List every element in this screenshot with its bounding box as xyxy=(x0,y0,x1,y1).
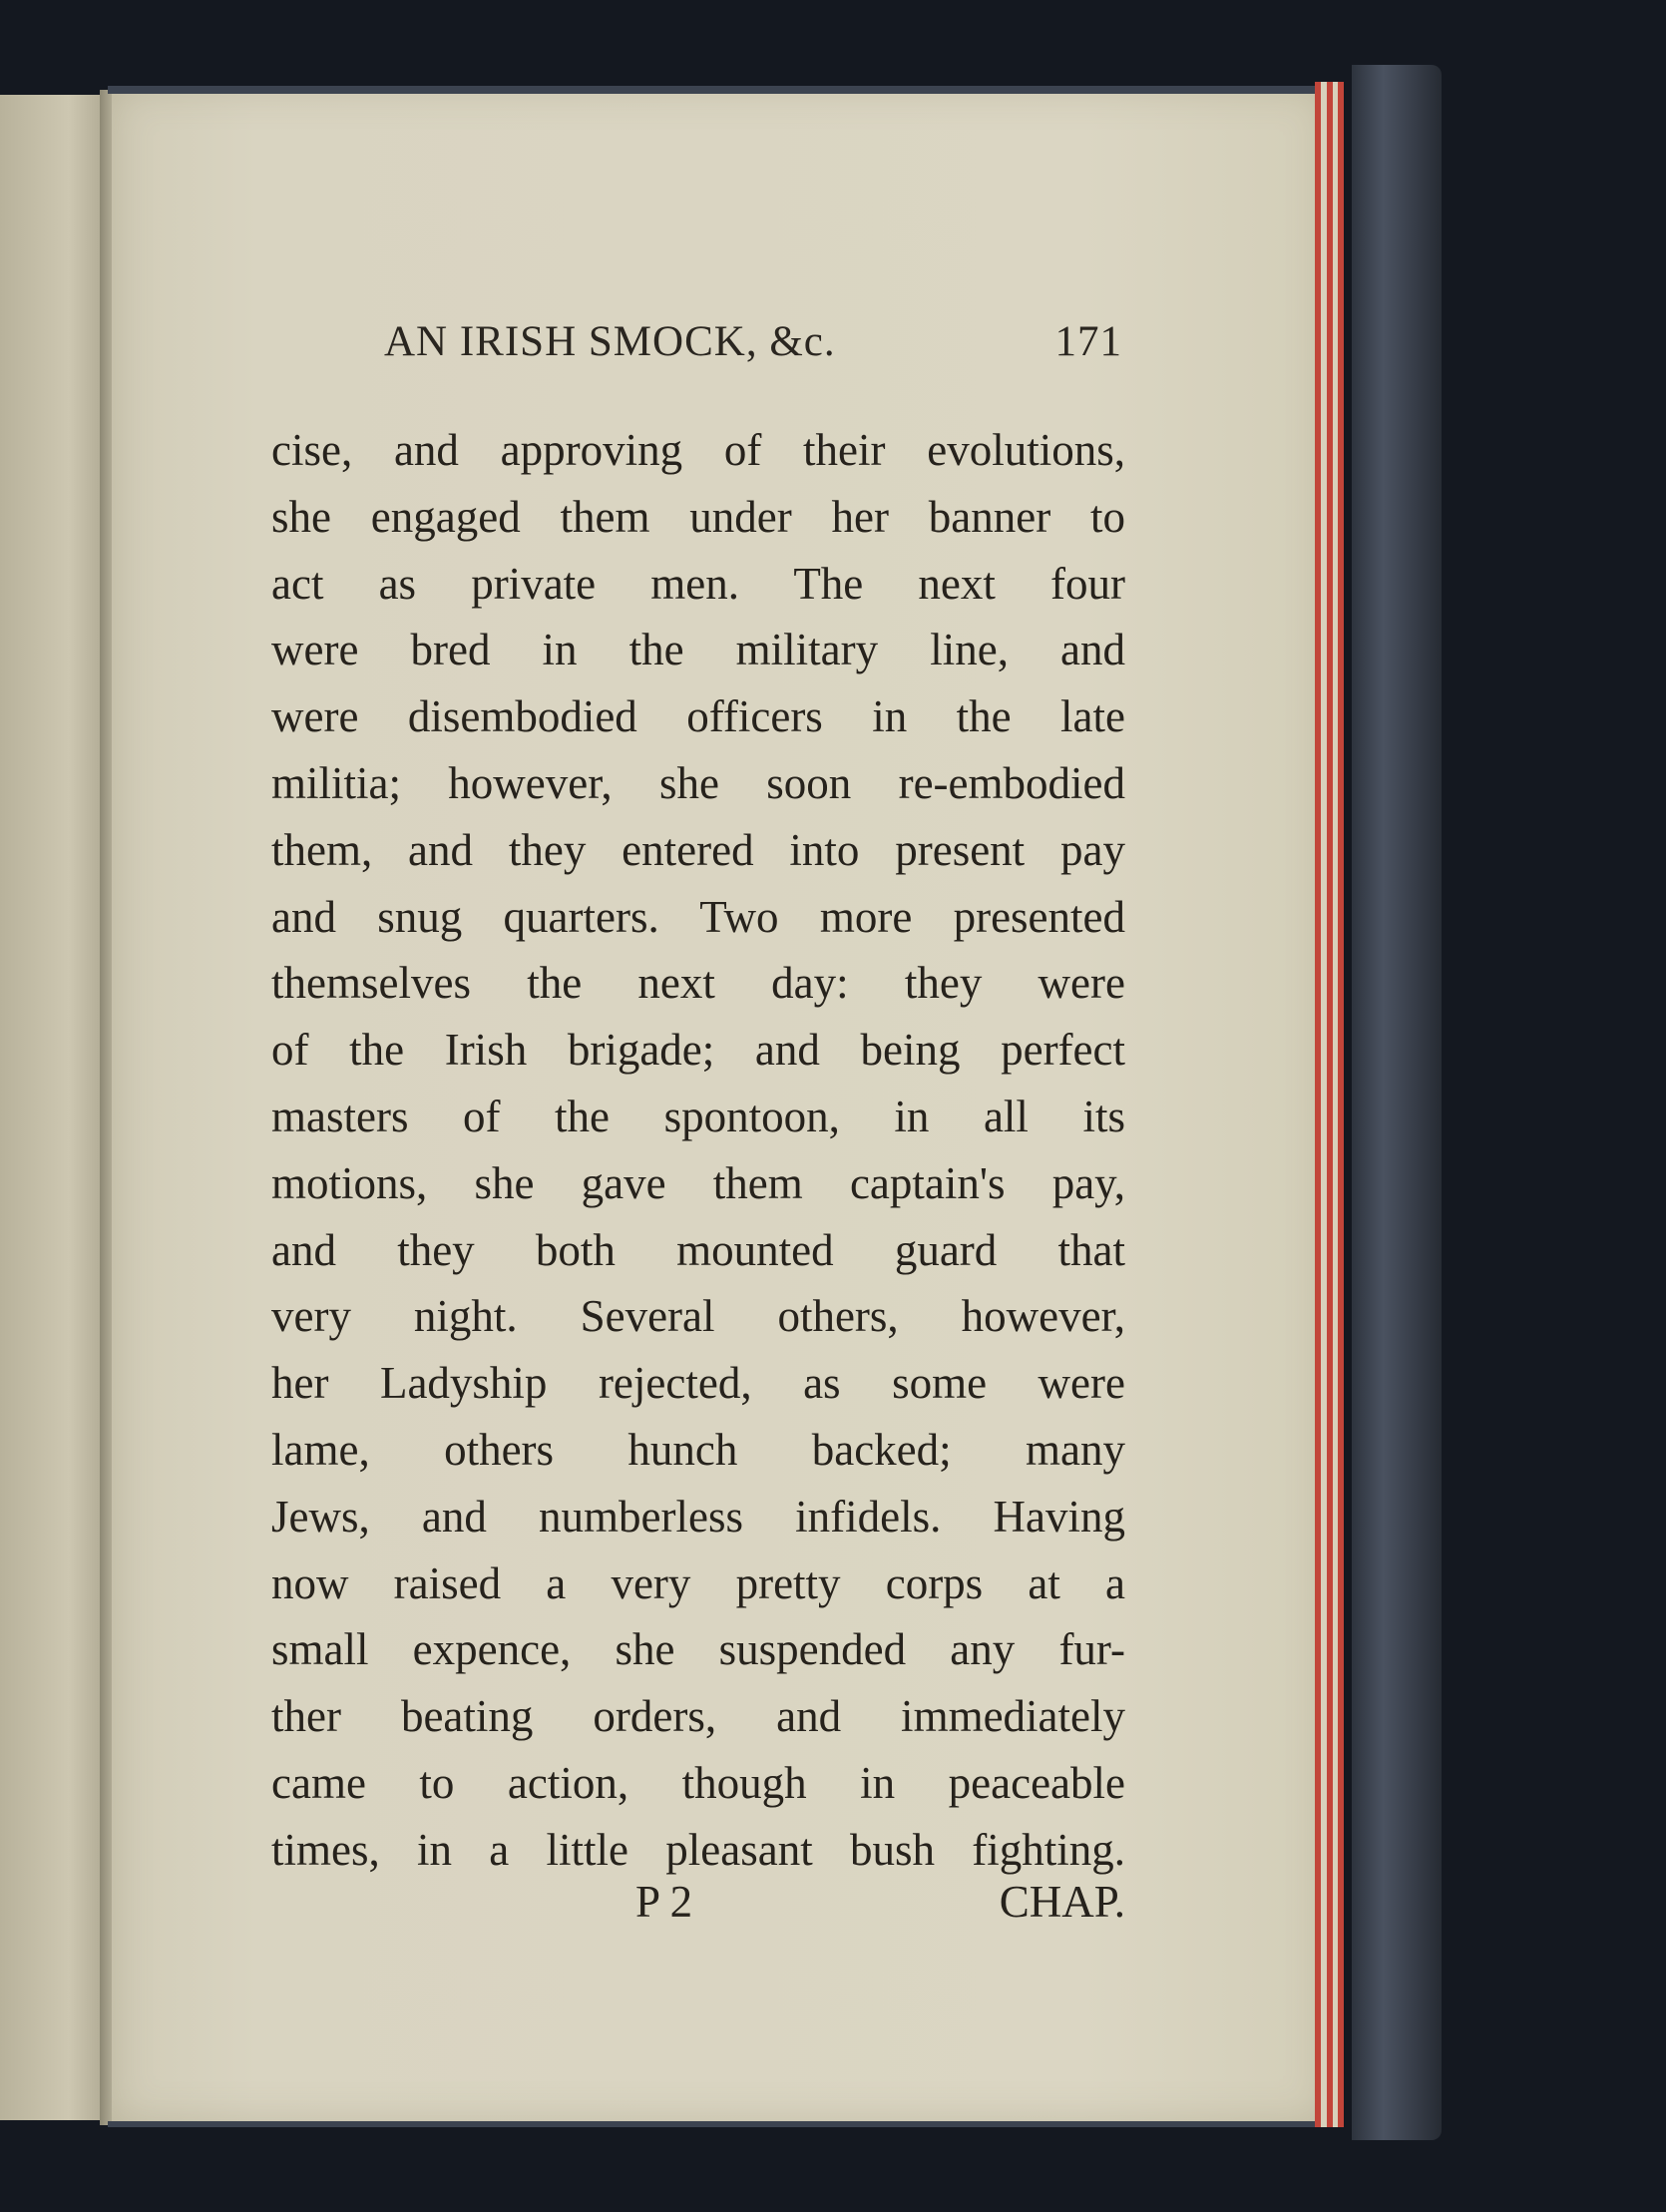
body-text xyxy=(271,417,1125,1884)
text-line: militia; however, she soon re-embodied xyxy=(271,757,1125,808)
text-line: and snug quarters. Two more presented xyxy=(271,891,1125,942)
text-line: now raised a very pretty corps at a xyxy=(271,1557,1125,1608)
text-line: motions, she gave them captain's pay, xyxy=(271,1157,1125,1208)
text-line: cise, and approving of their evolutions, xyxy=(271,425,1125,475)
page-top-edge xyxy=(108,86,1333,94)
running-title: AN IRISH SMOCK, &c. xyxy=(384,318,836,365)
text-line: her Ladyship rejected, as some were xyxy=(271,1358,1125,1409)
page-bottom-edge xyxy=(108,2121,1333,2127)
text-line: of the Irish brigade; and being perfect xyxy=(271,1025,1125,1076)
facing-page-edge xyxy=(0,95,115,2120)
signature-mark: P 2 xyxy=(635,1877,693,1927)
text-line: themselves the next day: they were xyxy=(271,958,1125,1009)
red-page-edge xyxy=(1338,82,1344,2127)
page-footer xyxy=(271,1876,1125,1936)
book-cover-board xyxy=(1352,65,1442,2140)
text-line: lame, others hunch backed; many xyxy=(271,1424,1125,1475)
text-line: were bred in the military line, and xyxy=(271,625,1125,675)
text-line: came to action, though in peaceable xyxy=(271,1757,1125,1808)
text-line: Jews, and numberless infidels. Having xyxy=(271,1491,1125,1542)
page-number: 171 xyxy=(1054,318,1122,365)
text-line: were disembodied officers in the late xyxy=(271,691,1125,742)
text-line: them, and they entered into present pay xyxy=(271,824,1125,875)
text-line: masters of the spontoon, in all its xyxy=(271,1091,1125,1141)
text-line: she engaged them under her banner to xyxy=(271,491,1125,542)
text-line: times, in a little pleasant bush fighting. xyxy=(271,1824,1125,1875)
page-header xyxy=(384,317,1122,377)
text-line: act as private men. The next four xyxy=(271,558,1125,609)
text-line: ther beating orders, and immediately xyxy=(271,1691,1125,1742)
text-line: very night. Several others, however, xyxy=(271,1291,1125,1342)
catchword: CHAP. xyxy=(999,1877,1125,1927)
text-line: and they both mounted guard that xyxy=(271,1224,1125,1275)
text-line: small expence, she suspended any fur- xyxy=(271,1624,1125,1675)
